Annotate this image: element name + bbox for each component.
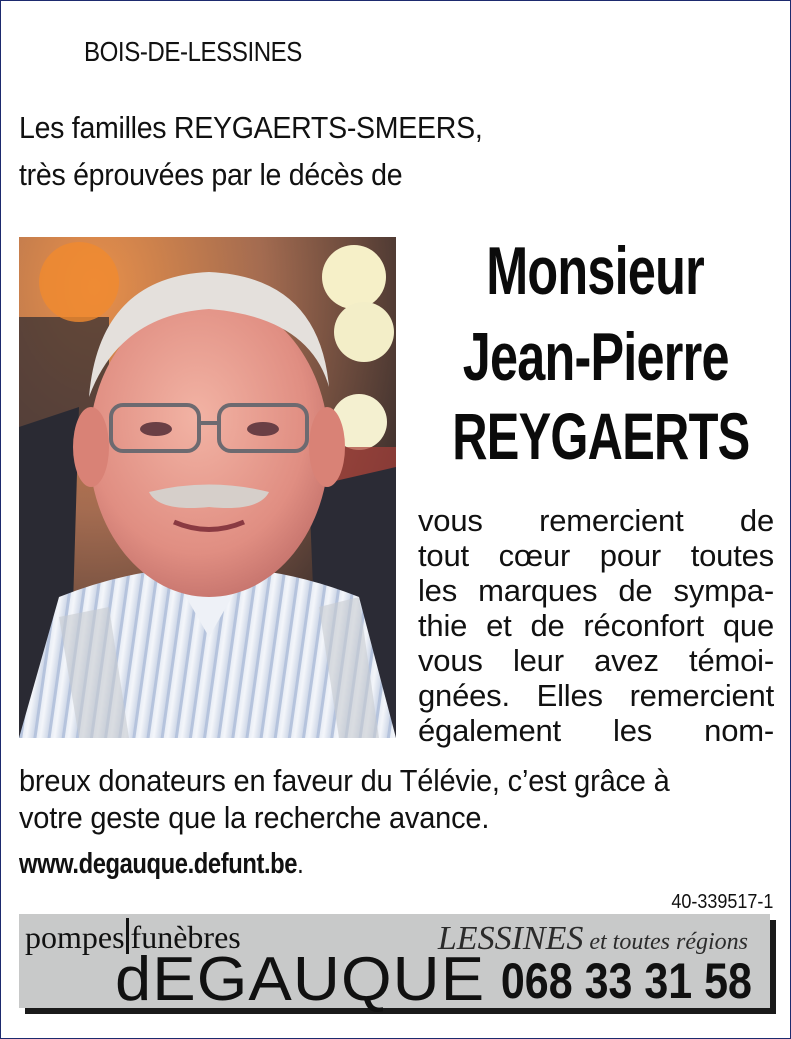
- intro-line-1: Les familles REYGAERTS-SMEERS,: [19, 110, 483, 145]
- message-line: [418, 713, 774, 749]
- message-word: témoi-: [689, 643, 774, 678]
- message-word: également: [418, 713, 561, 748]
- message-word: remercient: [539, 503, 684, 538]
- message-word: de: [618, 573, 653, 608]
- message-word: avez: [594, 643, 659, 678]
- message-line: [418, 503, 774, 539]
- funebres-word: funèbres: [130, 919, 241, 955]
- message-line: [418, 573, 774, 609]
- message-word: et: [486, 608, 512, 643]
- city-name: LESSINES: [437, 920, 584, 957]
- message-word: leur: [512, 643, 564, 678]
- website-suffix: .: [297, 848, 304, 880]
- message-word: sympa-: [673, 573, 774, 608]
- message-word: gnées.: [418, 678, 510, 713]
- message-word: les: [613, 713, 653, 748]
- message-line: [418, 678, 774, 714]
- message-word: de: [530, 608, 565, 643]
- message-word: vous: [418, 503, 483, 538]
- message-word: de: [739, 503, 774, 538]
- website-url[interactable]: www.degauque.defunt.be: [19, 848, 298, 880]
- deceased-title: Monsieur: [486, 233, 705, 309]
- message-line: [418, 538, 774, 574]
- message-line: [418, 643, 774, 679]
- intro-line-2: très éprouvées par le décès de: [19, 157, 403, 192]
- place-heading: BOIS-DE-LESSINES: [84, 36, 302, 67]
- website-link[interactable]: [19, 848, 303, 881]
- message-word: que: [722, 608, 774, 643]
- message-word: toutes: [690, 538, 774, 573]
- deceased-last-name: REYGAERTS: [452, 399, 750, 473]
- message-word: thie: [418, 608, 468, 643]
- message-word: nom-: [704, 713, 774, 748]
- brand-logo: dEGAUQUE: [115, 945, 486, 1014]
- message-word: réconfort: [583, 608, 704, 643]
- funeral-home-banner: [19, 914, 770, 1014]
- message-word: cœur: [498, 538, 571, 573]
- phone-number[interactable]: 068 33 31 58: [500, 953, 752, 1009]
- message-line-full-1: breux donateurs en faveur du Télévie, c’est grâce à: [19, 763, 670, 798]
- message-word: pour: [599, 538, 662, 573]
- message-line-full-2: votre geste que la recherche avance.: [19, 800, 490, 835]
- deceased-first-name: Jean-Pierre: [462, 319, 729, 395]
- message-word: remercient: [629, 678, 774, 713]
- message-word: Elles: [536, 678, 603, 713]
- message-word: marques: [478, 573, 598, 608]
- region-text: et toutes régions: [583, 929, 748, 955]
- message-word: les: [418, 573, 458, 608]
- portrait-photo: [19, 237, 396, 738]
- message-word: vous: [418, 643, 483, 678]
- message-line: [418, 608, 774, 644]
- message-word: tout: [418, 538, 469, 573]
- reference-number: 40-339517-1: [670, 891, 773, 913]
- pompes-word: pompes: [25, 919, 125, 955]
